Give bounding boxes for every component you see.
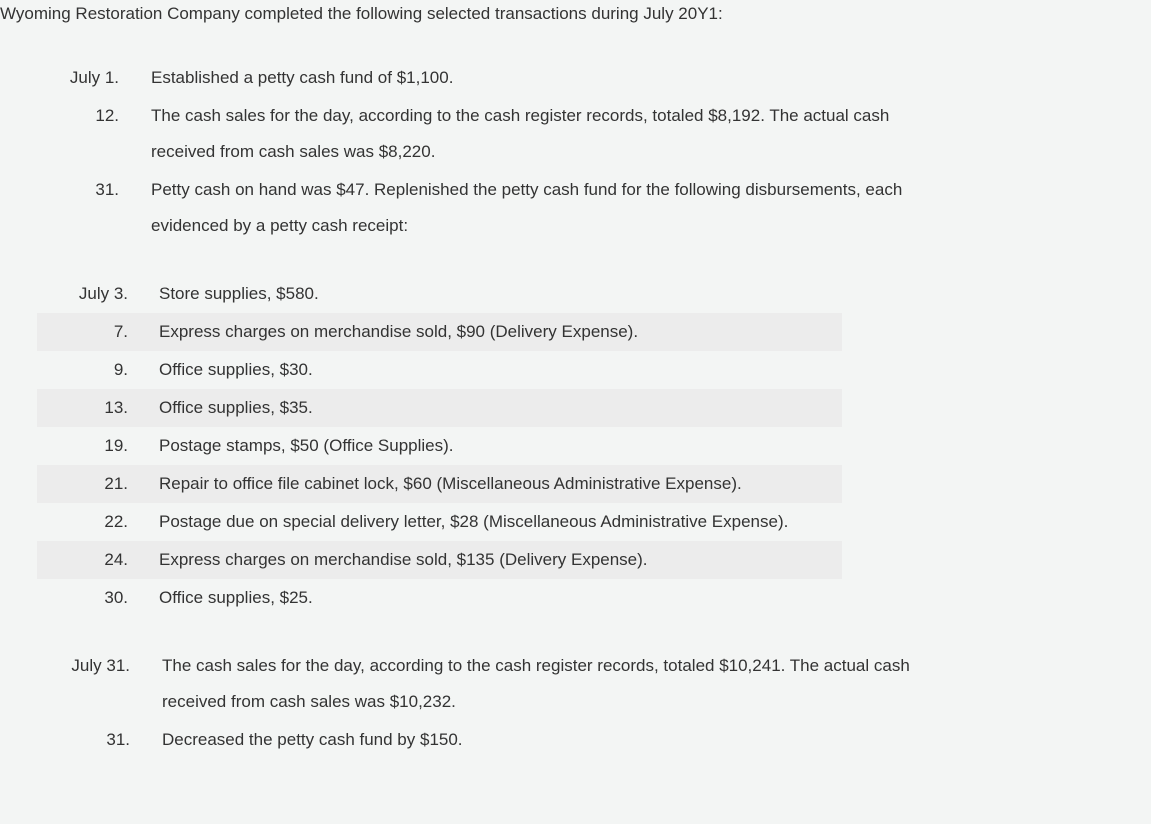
table-row bbox=[37, 351, 842, 389]
disbursement-text: Office supplies, $25. bbox=[159, 588, 313, 607]
transaction-text: received from cash sales was $10,232. bbox=[162, 692, 456, 711]
disbursement-date: 21. bbox=[104, 474, 128, 493]
transaction-text: The cash sales for the day, according to the cash register records, totaled $10,241. The actual cash bbox=[162, 656, 910, 675]
transaction-text: The cash sales for the day, according to the cash register records, totaled $8,192. The actual cash bbox=[151, 106, 890, 125]
transaction-text: received from cash sales was $8,220. bbox=[151, 142, 436, 161]
transaction-date: 31. bbox=[95, 180, 119, 199]
disbursement-text: Postage due on special delivery letter, $28 (Miscellaneous Administrative Expense). bbox=[159, 512, 789, 531]
table-row bbox=[37, 579, 842, 617]
table-row bbox=[37, 313, 842, 351]
disbursement-date: 19. bbox=[104, 436, 128, 455]
disbursement-date: 13. bbox=[104, 398, 128, 417]
transaction-text: Established a petty cash fund of $1,100. bbox=[151, 68, 454, 87]
disbursement-date: 22. bbox=[104, 512, 128, 531]
disbursement-text: Office supplies, $30. bbox=[159, 360, 313, 379]
table-row bbox=[37, 427, 842, 465]
transaction-text: Decreased the petty cash fund by $150. bbox=[162, 730, 463, 749]
disbursement-text: Store supplies, $580. bbox=[159, 284, 319, 303]
intro-text: Wyoming Restoration Company completed the following selected transactions during July 20Y1: bbox=[0, 4, 723, 23]
table-row bbox=[37, 503, 842, 541]
disbursement-date: 9. bbox=[113, 360, 128, 379]
transaction-text: Petty cash on hand was $47. Replenished the petty cash fund for the following disbursements, each bbox=[151, 180, 903, 199]
table-row bbox=[37, 389, 842, 427]
table-row bbox=[37, 275, 842, 313]
disbursement-text: Express charges on merchandise sold, $135 (Delivery Expense). bbox=[159, 550, 648, 569]
table-row bbox=[37, 465, 842, 503]
disbursement-text: Repair to office file cabinet lock, $60 (Miscellaneous Administrative Expense). bbox=[159, 474, 742, 493]
transaction-date: July 1. bbox=[69, 68, 119, 87]
table-row bbox=[37, 541, 842, 579]
disbursement-date: 7. bbox=[113, 322, 128, 341]
disbursement-text: Office supplies, $35. bbox=[159, 398, 313, 417]
transaction-date: 31. bbox=[106, 730, 130, 749]
transaction-date: 12. bbox=[95, 106, 119, 125]
disbursement-date: July 3. bbox=[78, 284, 128, 303]
disbursement-text: Express charges on merchandise sold, $90 (Delivery Expense). bbox=[159, 322, 639, 341]
transaction-text: evidenced by a petty cash receipt: bbox=[151, 216, 409, 235]
disbursement-date: 24. bbox=[104, 550, 128, 569]
transaction-date: July 31. bbox=[71, 656, 130, 675]
disbursement-text: Postage stamps, $50 (Office Supplies). bbox=[159, 436, 454, 455]
disbursement-date: 30. bbox=[104, 588, 128, 607]
